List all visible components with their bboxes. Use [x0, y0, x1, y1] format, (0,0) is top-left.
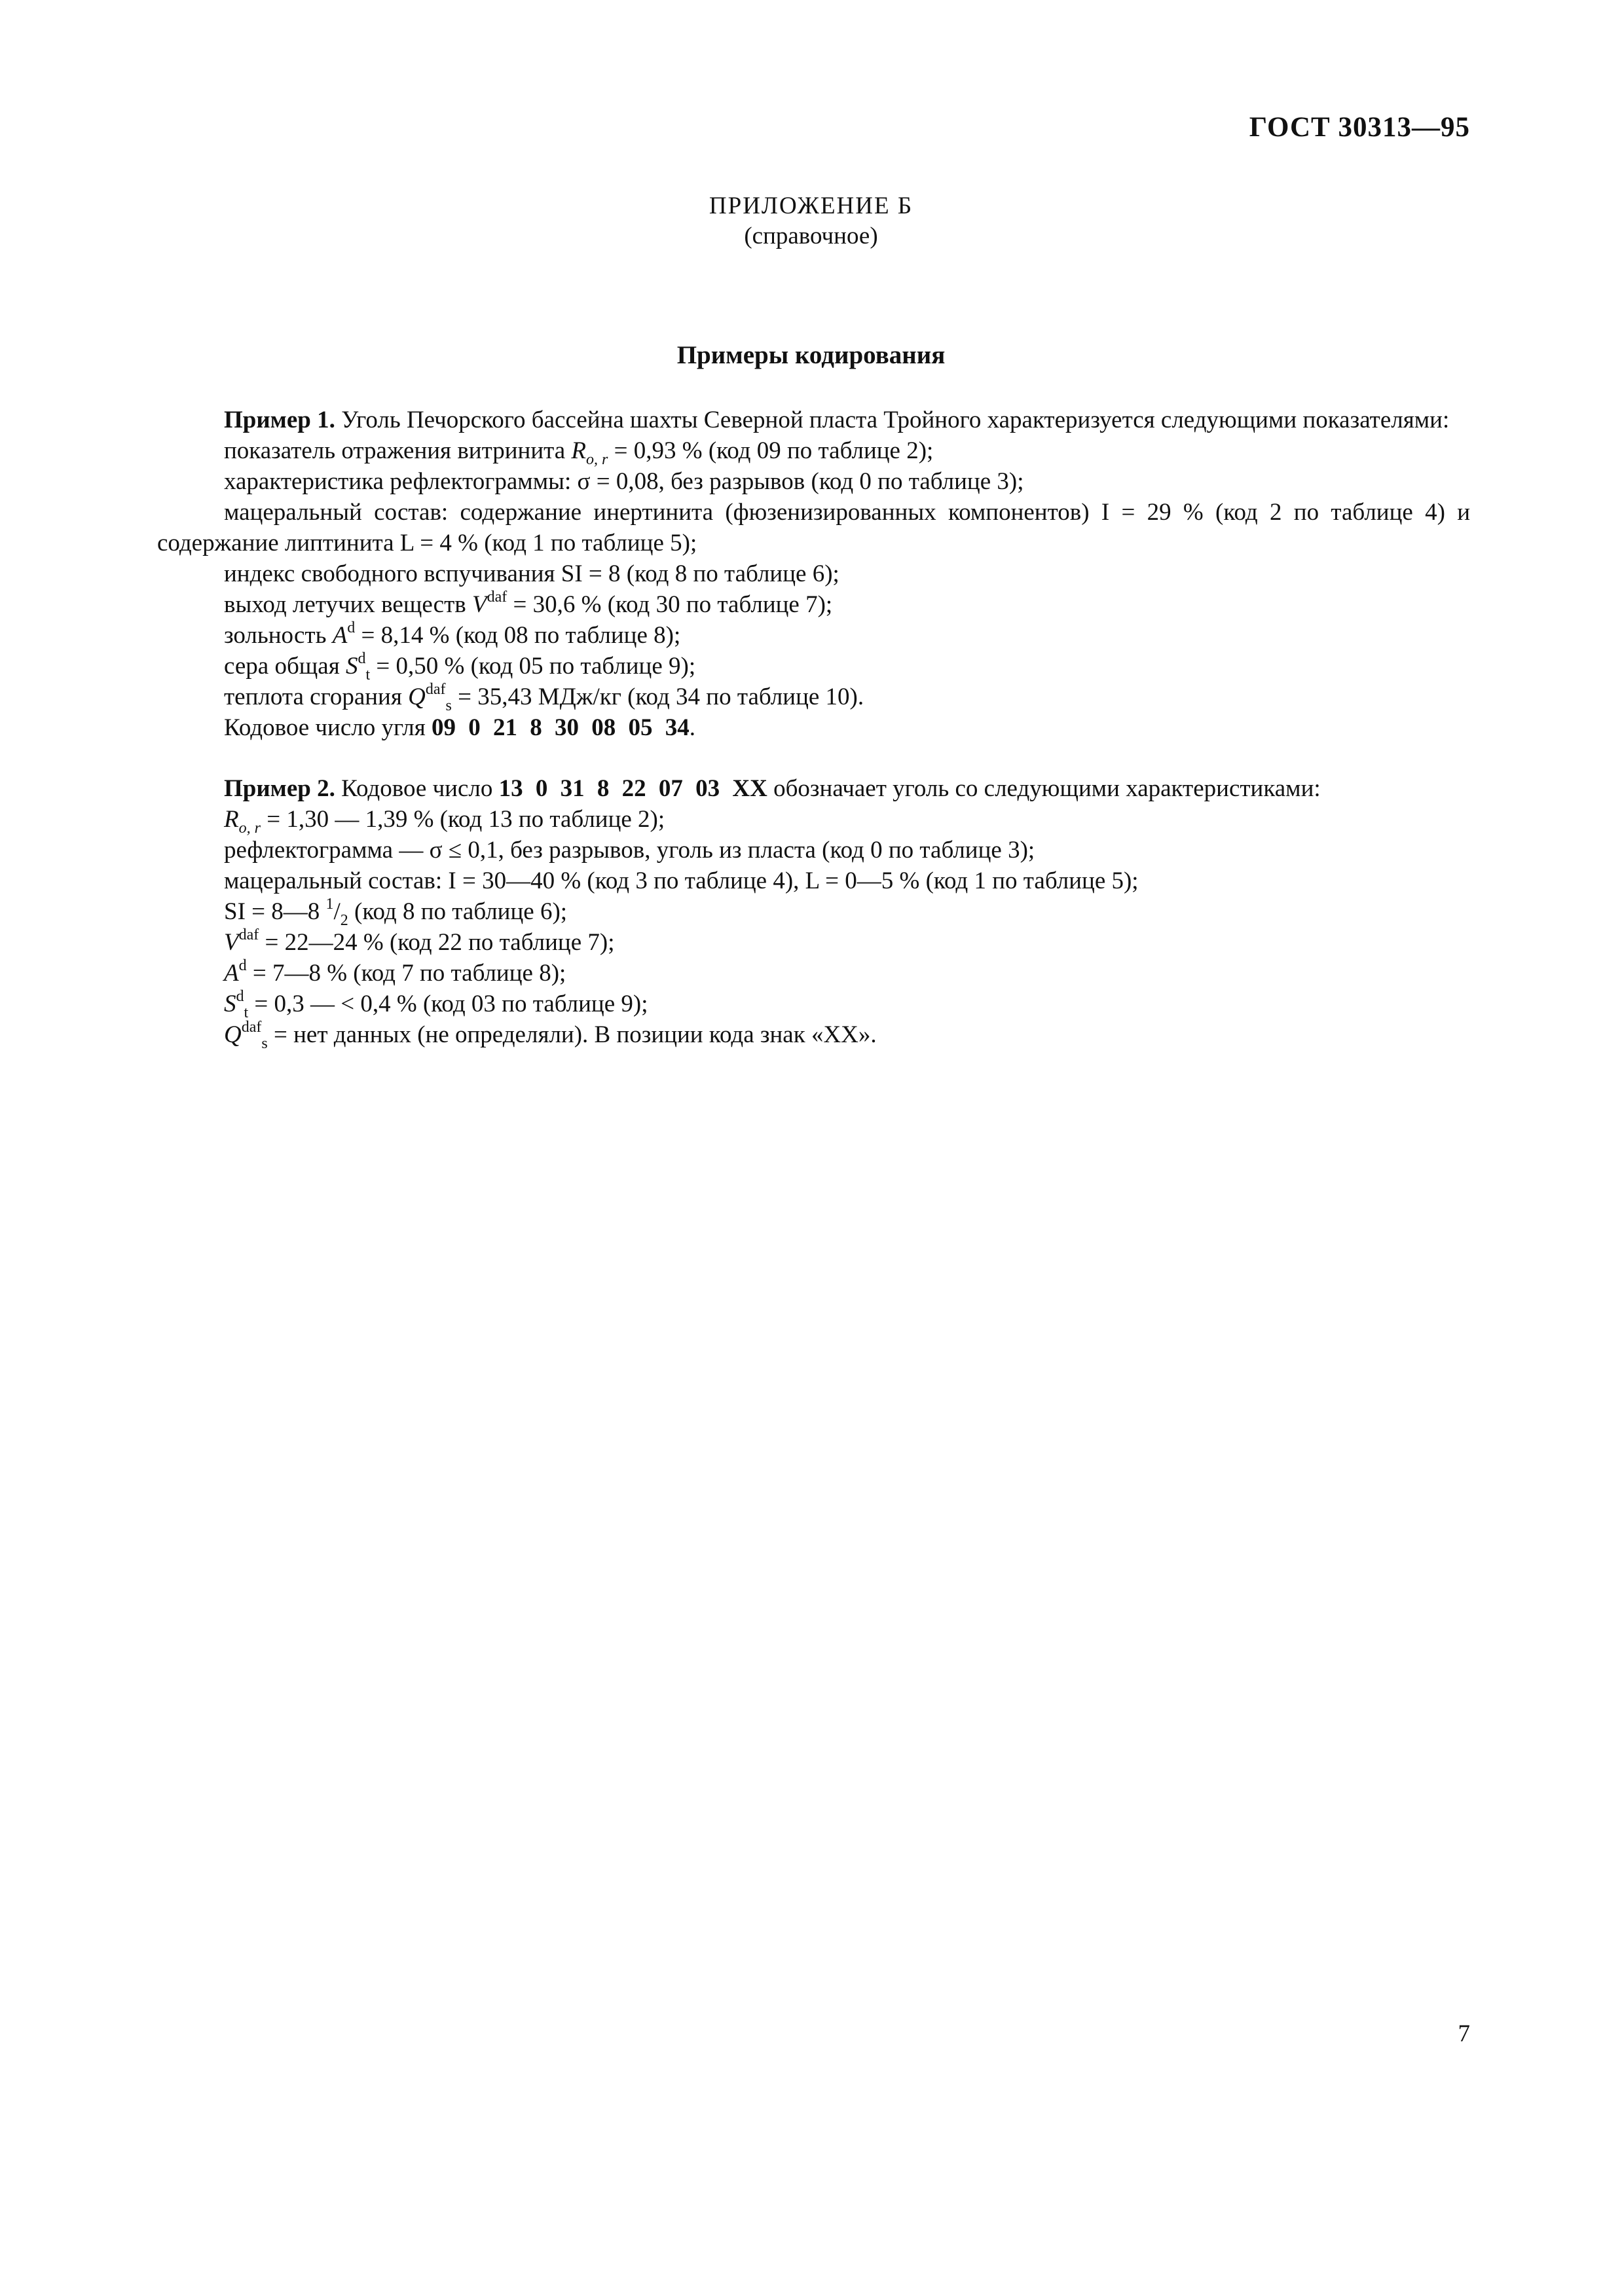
example-2-intro: Пример 2. Кодовое число 13 0 31 8 22 07 03 XX обозначает уголь со следующими характеристиками: — [224, 775, 1321, 802]
appendix-title: ПРИЛОЖЕНИЕ Б — [709, 192, 913, 219]
appendix-subtitle: (справочное) — [744, 223, 878, 249]
example-1-line-swelling-index: индекс свободного вспучивания SI = 8 (код 8 по таблице 6); — [224, 560, 839, 587]
example-2-line-ash: $A^d$ = 7—8 % (код 7 по таблице 8); — [224, 957, 566, 987]
example-2-line-sulfur: $S^d_t = 0,3$ — < 0,4 % (код 03 по таблице 9); — [224, 988, 648, 1021]
example-1-line-sulfur: сера общая $S^d_t = 0,50$ % (код 05 по таблице 9); — [224, 650, 696, 683]
example-2-line-reflectogram: рефлектограмма — σ ≤ 0,1, без разрывов, уголь из пласта (код 0 по таблице 3); — [224, 837, 1035, 864]
example-1-intro: Пример 1. Уголь Печорского бассейна шахты Северной пласта Тройного характеризуется следующими показателями: — [224, 407, 1450, 433]
section-heading: Примеры кодирования — [676, 341, 946, 369]
example-1-line-maceral: мацеральный состав: содержание инертинита (фюзенизированных компонентов) I = 29 % (код 2 по таблице 4) и содержание липтинита L = 4 % (код 1 по таблице 5); — [157, 499, 1470, 556]
example-2-line-swelling-index: SI = 8—8 $^1/_2$ (код 8 по таблице 6); — [224, 896, 568, 929]
example-1-line-reflectogram: характеристика рефлектограммы: σ = 0,08, без разрывов (код 0 по таблице 3); — [224, 468, 1024, 495]
example-1-code-number: Кодовое число угля 09 0 21 8 30 08 05 34. — [224, 714, 696, 741]
example-2-line-volatile: $V^{daf}$ = 22—24 % (код 22 по таблице 7); — [224, 926, 615, 956]
example-2-label: Пример 2. — [224, 775, 335, 802]
example-2-line-calorific: $Q^{daf}_s$ = нет данных (не определяли). В позиции кода знак «XX». — [224, 1019, 877, 1052]
example-2-line-maceral: мацеральный состав: I = 30—40 % (код 3 по таблице 4), L = 0—5 % (код 1 по таблице 5); — [224, 867, 1139, 894]
standard-number: ГОСТ 30313—95 — [1249, 112, 1470, 143]
page-number: 7 — [1458, 2020, 1470, 2047]
example-1-line-reflectance: показатель отражения витринита $R_{o, r} = 0,93$ % (код 09 по таблице 2); — [224, 437, 934, 468]
document-body — [157, 405, 1470, 1050]
example-1-line-calorific: теплота сгорания $Q^{daf}_s = 35,43$ МДж/кг (код 34 по таблице 10). — [224, 681, 864, 714]
appendix-block — [0, 191, 1622, 251]
example-1-line-volatile: выход летучих веществ $V^{daf} = 30,6$ % (код 30 по таблице 7); — [224, 589, 833, 618]
example-1-label: Пример 1. — [224, 407, 335, 433]
example-2-line-reflectance: $R_{o, r} = 1,30$ — 1,39 % (код 13 по таблице 2); — [224, 806, 665, 837]
example-1-line-ash: зольность $A^d = 8,14$ % (код 08 по таблице 8); — [224, 619, 681, 649]
